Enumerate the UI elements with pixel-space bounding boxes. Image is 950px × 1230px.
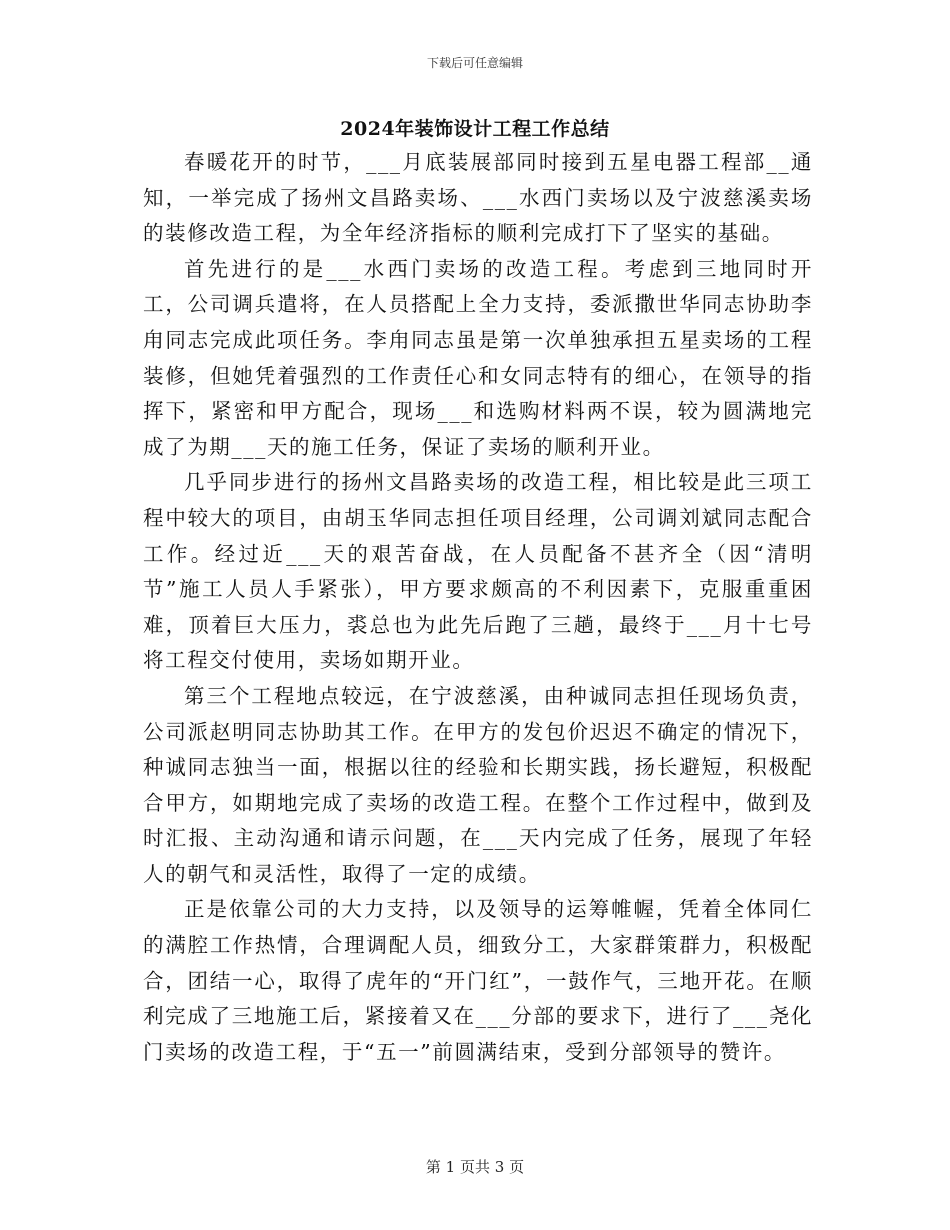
document-body — [143, 145, 813, 1070]
paragraph: 首先进行的是___水西门卖场的改造工程。考虑到三地同时开工，公司调兵遣将，在人员搭配上全力支持，委派撒世华同志协助李甪同志完成此项任务。李甪同志虽是第一次单独承担五星卖场的工程装修，但她凭着强烈的工作责任心和女同志特有的细心，在领导的指挥下，紧密和甲方配合，现场___和选购材料两不误，较为圆满地完成了为期___天的施工任务，保证了卖场的顺利开业。 — [143, 256, 813, 459]
paragraph: 正是依靠公司的大力支持，以及领导的运筹帷幄，凭着全体同仁的满腔工作热情，合理调配人员，细致分工，大家群策群力，积极配合，团结一心，取得了虎年的“开门红”，一鼓作气，三地开花。在顺利完成了三地施工后，紧接着又在___分部的要求下，进行了___尧化门卖场的改造工程，于“五一”前圆满结束，受到分部领导的赞许。 — [143, 897, 813, 1064]
paragraph: 第三个工程地点较远，在宁波慈溪，由种诚同志担任现场负责，公司派赵明同志协助其工作。在甲方的发包价迟迟不确定的情况下，种诚同志独当一面，根据以往的经验和长期实践，扬长避短，积极配合甲方，如期地完成了卖场的改造工程。在整个工作过程中，做到及时汇报、主动沟通和请示问题，在___天内完成了任务，展现了年轻人的朝气和灵活性，取得了一定的成绩。 — [143, 683, 813, 886]
page-number: 第 1 页共 3 页 — [425, 1158, 525, 1176]
document-title: 2024年装饰设计工程工作总结 — [340, 118, 610, 140]
header-note: 下载后可任意编辑 — [426, 56, 523, 70]
paragraph: 几乎同步进行的扬州文昌路卖场的改造工程，相比较是此三项工程中较大的项目，由胡玉华同志担任项目经理，公司调刘斌同志配合工作。经过近___天的艰苦奋战，在人员配备不甚齐全（因“清明节”施工人员人手紧张），甲方要求颇高的不利因素下，克服重重困难，顶着巨大压力，裘总也为此先后跑了三趟，最终于___月十七号将工程交付使用，卖场如期开业。 — [143, 470, 813, 673]
paragraph: 春暖花开的时节，___月底装展部同时接到五星电器工程部__通知，一举完成了扬州文昌路卖场、___水西门卖场以及宁波慈溪卖场的装修改造工程，为全年经济指标的顺利完成打下了坚实的基础。 — [143, 150, 813, 246]
